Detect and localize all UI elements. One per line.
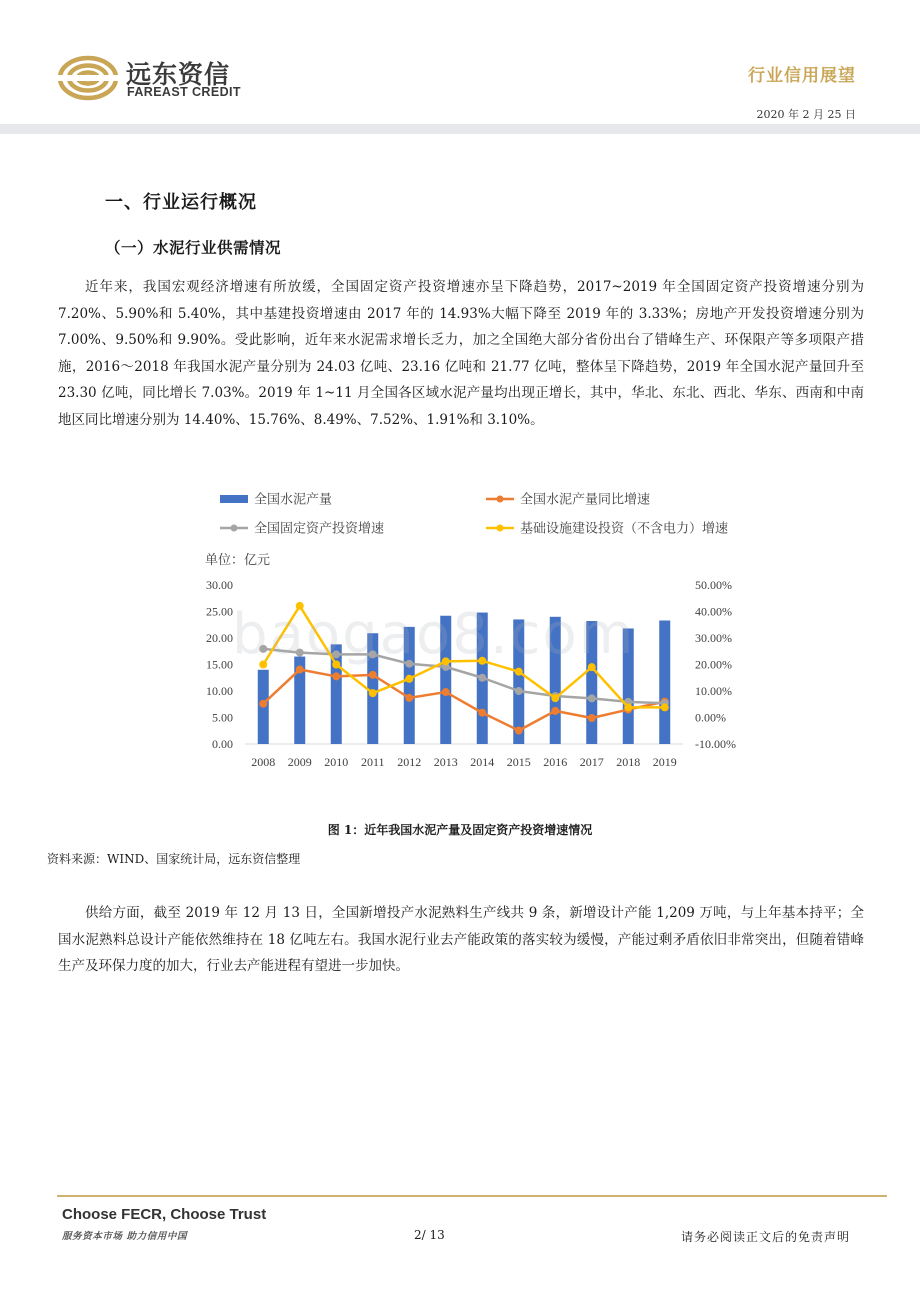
series-1-point-2015 [515,687,523,695]
series-2-point-2018 [624,703,632,711]
header-band [0,124,920,134]
series-0-point-2017 [588,714,596,722]
section-heading: 一、行业运行概况 [105,192,257,213]
legend-swatch-bar [220,495,248,503]
footer-divider [57,1195,887,1197]
report-type: 行业信用展望 [748,66,856,86]
legend-swatch-marker [497,496,504,503]
series-2-point-2015 [515,668,523,676]
x-axis-tick-label: 2014 [470,755,495,769]
series-0-point-2012 [405,694,413,702]
left-axis-tick-label: 5.00 [212,710,233,725]
legend-label-1: 全国水泥产量同比增速 [520,492,651,508]
series-0-point-2014 [478,709,486,717]
left-axis-tick-label: 0.00 [212,737,233,751]
paragraph-supply: 供给方面，截至 2019 年 12 月 13 日，全国新增投产水泥熟料生产线共 9 条，新增设计产能 1,209 万吨，与上年基本持平；全国水泥熟料总设计产能依然维持在 18 亿吨左右。我国水泥行业去产能政策的落实较为缓慢，产能过剩矛盾依旧非常突出，但随着错峰生产及环保力度的加大，行业去产能进程有望进一步加快。 [58,905,864,974]
paragraph-demand: 近年来，我国宏观经济增速有所放缓，全国固定资产投资增速亦呈下降趋势，2017~2019 年全国固定资产投资增速分别为 7.20%、5.90%和 5.40%，其中基建投资增速由 2017 年的 14.93%大幅下降至 2019 年的 3.33%；房地产开发投资增速分别为 7.00%、9.50%和 9.90%。受此影响，近年来水泥需求增长乏力，加之全国绝大部分省份出台了错峰生产、环保限产等多项限产措施，2016～2018 年我国水泥产量分别为 24.03 亿吨、23.16 亿吨和 21.77 亿吨，整体呈下降趋势，2019 年全国水泥产量回升至 23.30 亿吨，同比增长 7.03%。2019 年 1~11 月全国各区域水泥产量均出现正增长，其中，华北、东北、西北、华东、西南和中南地区同比增速分别为 14.40%、15.76%、8.49%、7.52%、1.91%和 3.10%。 [58,279,864,428]
series-2-point-2011 [369,689,377,697]
x-axis-tick-label: 2008 [251,755,276,769]
right-axis-tick-label: 20.00% [695,657,732,672]
series-1-point-2014 [478,674,486,682]
right-axis-tick-label: 10.00% [695,684,732,698]
chart-unit-label: 单位：亿元 [205,553,271,568]
series-1-point-2017 [588,694,596,702]
fareast-logo-icon [56,52,120,104]
figure-source: 资料来源：WIND、国家统计局，远东资信整理 [47,852,301,866]
footer-subslogan: 服务资本市场 助力信用中国 [62,1231,188,1242]
watermark: baogao8.com [232,602,636,667]
series-2-point-2012 [405,675,413,683]
disclaimer-notice: 请务必阅读正文后的免责声明 [680,1230,850,1244]
series-0-point-2010 [332,672,340,680]
legend-label-3: 基础设施建设投资（不含电力）增速 [520,521,729,537]
series-0-point-2008 [259,700,267,708]
right-axis-tick-label: -10.00% [695,737,736,751]
x-axis-tick-label: 2013 [433,755,458,769]
series-2-point-2019 [661,703,669,711]
right-axis-tick-label: 50.00% [695,578,732,592]
left-axis-tick-label: 20.00 [206,631,233,645]
left-axis-tick-label: 15.00 [206,657,233,672]
x-axis-tick-label: 2012 [397,755,422,769]
x-axis-tick-label: 2009 [287,755,312,769]
series-2-point-2016 [551,694,559,702]
left-axis-tick-label: 30.00 [206,578,233,592]
x-axis-tick-label: 2010 [324,755,349,769]
logo-chinese-name: 远东资信 [126,60,231,89]
left-axis-tick-label: 25.00 [206,604,233,619]
series-0-point-2016 [551,707,559,715]
bar-2019 [659,621,670,744]
legend-label-2: 全国固定资产投资增速 [254,521,385,537]
footer-slogan: Choose FECR, Choose Trust [62,1206,267,1223]
x-axis-tick-label: 2011 [360,755,385,769]
left-axis-tick-label: 10.00 [206,684,233,698]
page-number: 2/ 13 [414,1228,445,1242]
figure-caption: 图 1：近年我国水泥产量及固定资产投资增速情况 [327,823,593,837]
right-axis-tick-label: 40.00% [695,604,732,619]
x-axis-tick-label: 2019 [652,755,677,769]
x-axis-tick-label: 2015 [506,755,531,769]
legend-swatch-marker [231,525,238,532]
series-0-point-2013 [442,688,450,696]
series-0-point-2015 [515,726,523,734]
x-axis-tick-label: 2017 [579,755,604,769]
legend-label-0: 全国水泥产量 [254,492,333,508]
right-axis-tick-label: 0.00% [695,710,726,725]
subsection-heading: （一）水泥行业供需情况 [105,238,282,257]
x-axis-tick-label: 2016 [543,755,568,769]
logo-english-name: FAREAST CREDIT [127,85,241,99]
report-date: 2020 年 2 月 25 日 [756,108,856,121]
x-axis-tick-label: 2018 [616,755,641,769]
legend-swatch-marker [497,525,504,532]
right-axis-tick-label: 30.00% [695,631,732,645]
series-0-point-2011 [369,671,377,679]
